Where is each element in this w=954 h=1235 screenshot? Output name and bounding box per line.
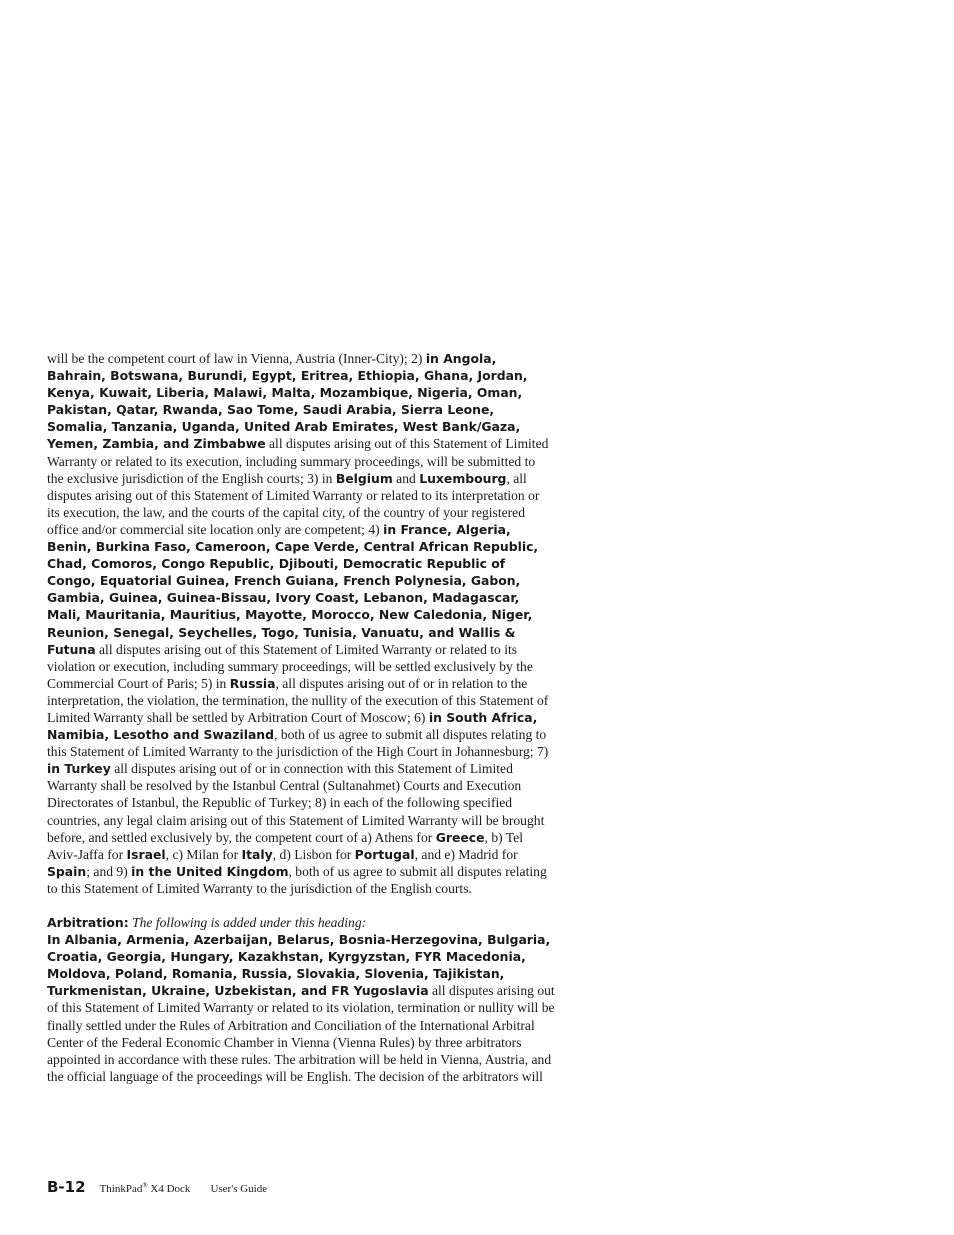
registered-mark: ® (142, 1181, 148, 1190)
product-name: ThinkPad (99, 1183, 143, 1195)
bold-text-run: in Angola, Bahrain, Botswana, Burundi, Egypt, Eritrea, Ethiopia, Ghana, Jordan, Kenya, Kuwait, Liberia, Malawi, Malta, Mozambique, Nigeria, Oman, Pakistan, Qatar, Rwanda, Sao Tome, Saudi Arabia, Sierra Leone, Somalia, Tanzania, Uganda, United Arab Emirates, West Bank/Gaza, Yemen, Zambia, and Zimbabwe (47, 351, 528, 452)
text-run: , all disputes arising out of or in relation to the interpretation, the violation, the termination, the nullity of the execution of this Statement of Limited Warranty shall be settled by Arbitration Court of Moscow; 6) (47, 675, 549, 725)
bold-text-run: Arbitration: (47, 915, 129, 930)
body-paragraph (47, 350, 555, 897)
bold-text-run: Belgium (335, 470, 393, 486)
bold-text-run: Italy (241, 846, 273, 862)
text-run: and (392, 470, 420, 486)
text-run: , and e) Madrid for (414, 846, 518, 862)
bold-text-run: Israel (126, 846, 166, 862)
product-suffix: X4 Dock (150, 1183, 191, 1195)
text-run: , both of us agree to submit all disputes relating to this Statement of Limited Warranty to the jurisdiction of the English courts. (47, 863, 547, 896)
bold-text-run: Greece (435, 829, 485, 845)
text-run: all disputes arising out of or in connection with this Statement of Limited Warranty shall be resolved by the Istanbul Central (Sultanahmet) Courts and Execution Directorates of Istanbul, the Republic of Turkey; 8) in each of the following specified countries, any legal claim arising out of this Statement of Limited Warranty will be brought before, and settled exclusively by, the competent court of a) Athens for (47, 761, 545, 845)
body-paragraph (47, 914, 555, 931)
body-paragraph (47, 931, 555, 1085)
bold-text-run: in South Africa, Namibia, Lesotho and Swaziland (47, 709, 538, 743)
page-body (47, 350, 555, 1102)
bold-text-run: Luxembourg (419, 470, 507, 486)
text-run: , both of us agree to submit all disputes relating to this Statement of Limited Warranty to the jurisdiction of the High Court in Johannesburg; 7) (47, 727, 549, 760)
bold-text-run: Portugal (354, 846, 415, 862)
italic-text-run: The following is added under this heading: (128, 915, 367, 930)
bold-text-run: In Albania, Armenia, Azerbaijan, Belarus, Bosnia-Herzegovina, Bulgaria, Croatia, Georgia, Hungary, Kazakhstan, Kyrgyzstan, FYR Macedonia, Moldova, Poland, Romania, Russia, Slovakia, Slovenia, Tajikistan, Turkmenistan, Ukraine, Uzbekistan, and FR Yugoslavia (47, 932, 551, 999)
text-run: , b) Tel Aviv-Jaffa for (47, 829, 523, 862)
guide-title: User's Guide (210, 1183, 268, 1195)
text-run: will be the competent court of law in Vienna, Austria (Inner-City); 2) (47, 351, 426, 366)
text-run: all disputes arising out of this Statement of Limited Warranty or related to its violation or execution, including summary proceedings, will be settled exclusively by the Commercial Court of Paris; 5) in (47, 641, 533, 691)
page-number: B-12 (47, 1178, 86, 1196)
page-footer (47, 1178, 267, 1196)
bold-text-run: in the United Kingdom (131, 863, 289, 879)
text-run: , c) Milan for (165, 846, 242, 862)
text-run: all disputes arising out of this Statement of Limited Warranty or related to its violation, termination or nullity will be finally settled under the Rules of Arbitration and Conciliation of the International Arbitral Center of the Federal Economic Chamber in Vienna (Vienna Rules) by three arbitrators appointed in accordance with these rules. The arbitration will be held in Vienna, Austria, and the official language of the proceedings will be English. The decision of the arbitrators will (47, 983, 555, 1084)
text-run: ; and 9) (86, 863, 132, 879)
bold-text-run: Spain (47, 863, 87, 879)
bold-text-run: in Turkey (47, 761, 111, 777)
text-run: , d) Lisbon for (272, 846, 355, 862)
bold-text-run: Russia (229, 675, 276, 691)
text-run: all disputes arising out of this Statement of Limited Warranty or related to its execution, including summary proceedings, will be submitted to the exclusive jurisdiction of the English courts; 3) in (47, 436, 549, 486)
bold-text-run: in France, Algeria, Benin, Burkina Faso, Cameroon, Cape Verde, Central African Republic, Chad, Comoros, Congo Republic, Djibouti, Democratic Republic of Congo, Equatorial Guinea, French Guiana, French Polynesia, Gabon, Gambia, Guinea, Guinea-Bissau, Ivory Coast, Lebanon, Madagascar, Mali, Mauritania, Mauritius, Mayotte, Morocco, New Caledonia, Niger, Reunion, Senegal, Seychelles, Togo, Tunisia, Vanuatu, and Wallis & Futuna (47, 521, 539, 657)
text-run: , all disputes arising out of this Statement of Limited Warranty or related to its interpretation or its execution, the law, and the courts of the capital city, of the country of your registered office and/or commercial site location only are competent; 4) (47, 470, 540, 537)
